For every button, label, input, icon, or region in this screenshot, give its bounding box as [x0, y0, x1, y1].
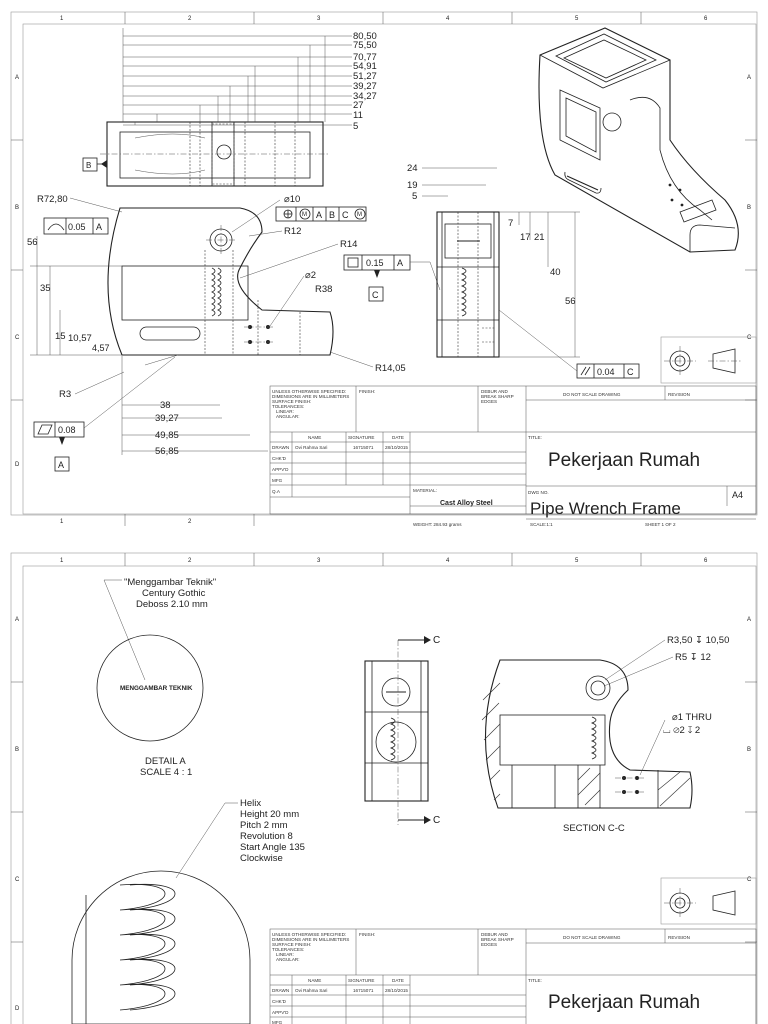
svg-text:Start Angle 135: Start Angle 135	[240, 842, 305, 853]
svg-text:UNLESS OTHERWISE SPECIFIED:: UNLESS OTHERWISE SPECIFIED:	[272, 932, 347, 937]
row-label: D	[15, 1006, 20, 1012]
flat-datum: A	[397, 258, 404, 268]
dim-text: 11	[353, 110, 363, 121]
svg-text:Height 20 mm: Height 20 mm	[240, 809, 300, 820]
title-block-1	[270, 386, 756, 527]
projection-symbol	[661, 337, 756, 383]
top-view	[100, 122, 330, 186]
col-label: 6	[704, 558, 708, 564]
svg-text:SIGNATURE: SIGNATURE	[348, 435, 375, 440]
flatness-tol: 0.08	[58, 425, 76, 435]
svg-text:DETAIL A: DETAIL A	[145, 756, 186, 767]
parallel-datum: C	[627, 367, 634, 377]
svg-text:UNLESS OTHERWISE SPECIFIED:: UNLESS OTHERWISE SPECIFIED:	[272, 389, 347, 394]
dim-457: 4,57	[92, 343, 110, 353]
svg-text:DEBUR AND: DEBUR AND	[481, 932, 508, 937]
dim-7: 7	[508, 218, 514, 229]
svg-text:SHEET 1 OF 2: SHEET 1 OF 2	[645, 522, 676, 527]
row-label: C	[747, 877, 752, 883]
flat-tol: 0.15	[366, 258, 384, 268]
svg-text:Century Gothic: Century Gothic	[142, 588, 206, 599]
projection-symbol-2	[661, 878, 756, 924]
datum-c: C	[372, 290, 379, 300]
dwg-name: Pipe Wrench Frame	[530, 499, 681, 518]
svg-text:DIMENSIONS ARE IN MILLIMETERS: DIMENSIONS ARE IN MILLIMETERS	[272, 937, 350, 942]
dim-r14: R14	[340, 239, 358, 250]
dim-text: 51,27	[353, 71, 377, 82]
svg-text:B: B	[86, 161, 92, 170]
sheet2-frame	[11, 553, 757, 1024]
front-dimensions	[27, 194, 440, 471]
svg-text:M: M	[302, 212, 307, 218]
svg-text:SCALE 4 : 1: SCALE 4 : 1	[140, 767, 193, 778]
row-label: B	[747, 205, 752, 211]
svg-text:DRAWN: DRAWN	[272, 988, 290, 993]
drawing-title-2: Pekerjaan Rumah	[548, 992, 701, 1013]
row-label: C	[15, 877, 20, 883]
svg-text:REVISION: REVISION	[668, 392, 690, 397]
sheet-size: A4	[732, 490, 744, 500]
material: Cast Alloy Steel	[440, 500, 493, 507]
dim-text: 54,91	[353, 61, 377, 72]
svg-text:28/10/2015: 28/10/2015	[385, 445, 408, 450]
dim-text: 34,27	[353, 91, 377, 102]
svg-text:APPV'D: APPV'D	[272, 467, 289, 472]
dim-1057: 10,57	[68, 333, 92, 344]
svg-text:⌴ ⌀2 ↧ 2: ⌴ ⌀2 ↧ 2	[663, 725, 701, 736]
row-label: B	[747, 747, 752, 753]
svg-text:NAME: NAME	[308, 978, 322, 983]
svg-text:FINISH:: FINISH:	[359, 389, 376, 394]
svg-text:MATERIAL:: MATERIAL:	[413, 488, 437, 493]
col-label: 4	[446, 16, 450, 22]
profile-tol: 0.05	[68, 222, 86, 232]
dim-19: 19	[407, 180, 418, 191]
dim-d2: ⌀2	[305, 270, 317, 281]
row-label: C	[15, 335, 20, 341]
row-label: A	[747, 617, 752, 623]
svg-text:DRAWN: DRAWN	[272, 445, 290, 450]
section-cc	[482, 635, 729, 834]
col-label: 2	[188, 519, 192, 525]
col-label: 2	[188, 16, 192, 22]
svg-text:SURFACE FINISH:: SURFACE FINISH:	[272, 399, 312, 404]
row-label: D	[15, 462, 20, 468]
svg-text:Ovi Rahma Sari: Ovi Rahma Sari	[295, 988, 328, 993]
svg-text:DATE: DATE	[392, 435, 404, 440]
dim-text: 70,77	[353, 52, 377, 63]
side-view	[437, 212, 499, 357]
svg-text:TOLERANCES:: TOLERANCES:	[272, 947, 305, 952]
svg-text:TOLERANCES:: TOLERANCES:	[272, 404, 305, 409]
dim-3927: 39,27	[155, 413, 179, 424]
hole-dia: ⌀10	[284, 194, 301, 205]
svg-text:LINEAR:: LINEAR:	[276, 409, 294, 414]
col-label: 5	[575, 16, 579, 22]
svg-text:Ovi Rahma Sari: Ovi Rahma Sari	[295, 445, 328, 450]
svg-text:DATE: DATE	[392, 978, 404, 983]
datum-b	[83, 158, 107, 171]
col-label: 6	[704, 16, 708, 22]
svg-text:REVISION: REVISION	[668, 935, 690, 940]
svg-text:EDGES: EDGES	[481, 942, 498, 947]
dim-5685: 56,85	[155, 446, 179, 457]
svg-text:"Menggambar Teknik": "Menggambar Teknik"	[124, 577, 217, 588]
dim-r38: R38	[315, 284, 333, 295]
col-label: 1	[60, 16, 64, 22]
svg-text:WEIGHT: 284.93 grams: WEIGHT: 284.93 grams	[413, 522, 462, 527]
detail-a	[97, 577, 216, 778]
svg-text:R5 ↧ 12: R5 ↧ 12	[675, 652, 711, 663]
drawing-title: Pekerjaan Rumah	[548, 450, 701, 471]
svg-text:MFG: MFG	[272, 1020, 283, 1024]
svg-text:B: B	[329, 210, 336, 220]
svg-text:DIMENSIONS ARE IN MILLIMETERS: DIMENSIONS ARE IN MILLIMETERS	[272, 394, 350, 399]
svg-text:CHK'D: CHK'D	[272, 999, 286, 1004]
svg-text:SIGNATURE: SIGNATURE	[348, 978, 375, 983]
dim-text: 80,50	[353, 31, 377, 42]
dim-56: 56	[27, 237, 38, 248]
col-label: 3	[317, 558, 321, 564]
title-block-2	[270, 929, 756, 1024]
dim-24: 24	[407, 163, 418, 174]
section-side-view	[365, 635, 440, 826]
section-mark: C	[433, 635, 441, 646]
row-label: C	[747, 335, 752, 341]
dim-r72: R72,80	[37, 194, 68, 205]
svg-text:APPV'D: APPV'D	[272, 1010, 289, 1015]
dim-text: 5	[353, 121, 359, 132]
datum-a: A	[58, 460, 65, 470]
dim-text: 27	[353, 100, 364, 111]
dim-text: 75,50	[353, 40, 377, 51]
dim-21: 21	[534, 232, 545, 243]
svg-text:Deboss 2.10 mm: Deboss 2.10 mm	[136, 599, 208, 610]
svg-text:BREAK SHARP: BREAK SHARP	[481, 394, 514, 399]
isometric-view	[539, 28, 738, 252]
svg-text:16715071: 16715071	[353, 445, 374, 450]
svg-text:⌀1 THRU: ⌀1 THRU	[672, 712, 712, 723]
dim-17: 17	[520, 232, 531, 243]
svg-text:Pitch 2 mm: Pitch 2 mm	[240, 820, 288, 831]
svg-text:EDGES: EDGES	[481, 399, 498, 404]
svg-text:MFG: MFG	[272, 478, 283, 483]
svg-text:16715071: 16715071	[353, 988, 374, 993]
col-label: 2	[188, 558, 192, 564]
svg-text:DWG NO.: DWG NO.	[528, 490, 549, 495]
dim-40: 40	[550, 267, 561, 278]
svg-text:DO NOT SCALE DRAWING: DO NOT SCALE DRAWING	[563, 935, 621, 940]
parallel-tol: 0.04	[597, 367, 615, 377]
dim-text: 39,27	[353, 81, 377, 92]
svg-text:SURFACE FINISH:: SURFACE FINISH:	[272, 942, 312, 947]
svg-text:LINEAR:: LINEAR:	[276, 952, 294, 957]
emboss-text: MENGGAMBAR TEKNIK	[120, 685, 193, 692]
svg-text:Q.A: Q.A	[272, 489, 280, 494]
position-fcf	[276, 207, 366, 221]
dim-r1405: R14,05	[375, 363, 406, 374]
col-label: 3	[317, 16, 321, 22]
row-label: A	[15, 75, 20, 81]
svg-text:C: C	[342, 210, 349, 220]
profile-datum: A	[96, 222, 103, 232]
row-label: B	[15, 205, 20, 211]
svg-text:ANGULAR:: ANGULAR:	[276, 957, 300, 962]
dim-56b: 56	[565, 296, 576, 307]
svg-text:28/10/2015: 28/10/2015	[385, 988, 408, 993]
svg-text:Helix: Helix	[240, 798, 262, 809]
dim-4985: 49,85	[155, 430, 179, 441]
row-label: A	[747, 75, 752, 81]
svg-text:R3,50 ↧ 10,50: R3,50 ↧ 10,50	[667, 635, 730, 646]
col-label: 5	[575, 558, 579, 564]
svg-text:FINISH:: FINISH:	[359, 932, 376, 937]
row-label: B	[15, 747, 20, 753]
svg-text:DEBUR AND: DEBUR AND	[481, 389, 508, 394]
section-mark: C	[433, 815, 441, 826]
svg-text:ANGULAR:: ANGULAR:	[276, 414, 300, 419]
col-label: 1	[60, 558, 64, 564]
dim-15: 15	[55, 331, 66, 342]
dim-5: 5	[412, 191, 418, 202]
dim-35: 35	[40, 283, 51, 294]
col-label: 1	[60, 519, 64, 525]
svg-text:A: A	[316, 210, 323, 220]
row-label: A	[15, 617, 20, 623]
svg-text:M: M	[357, 212, 362, 218]
svg-text:BREAK SHARP: BREAK SHARP	[481, 937, 514, 942]
svg-text:TITLE:: TITLE:	[528, 435, 542, 440]
svg-text:Revolution 8: Revolution 8	[240, 831, 293, 842]
svg-text:DO NOT SCALE DRAWING: DO NOT SCALE DRAWING	[563, 392, 621, 397]
dim-38: 38	[160, 400, 171, 411]
dim-r3: R3	[59, 389, 72, 400]
dim-r12: R12	[284, 226, 302, 237]
svg-text:NAME: NAME	[308, 435, 322, 440]
svg-text:TITLE:: TITLE:	[528, 978, 542, 983]
top-dimensions	[123, 28, 377, 132]
svg-text:CHK'D: CHK'D	[272, 456, 286, 461]
section-label: SECTION C-C	[563, 823, 625, 834]
svg-text:SCALE:1:1: SCALE:1:1	[530, 522, 553, 527]
col-label: 4	[446, 558, 450, 564]
svg-text:Clockwise: Clockwise	[240, 853, 283, 864]
